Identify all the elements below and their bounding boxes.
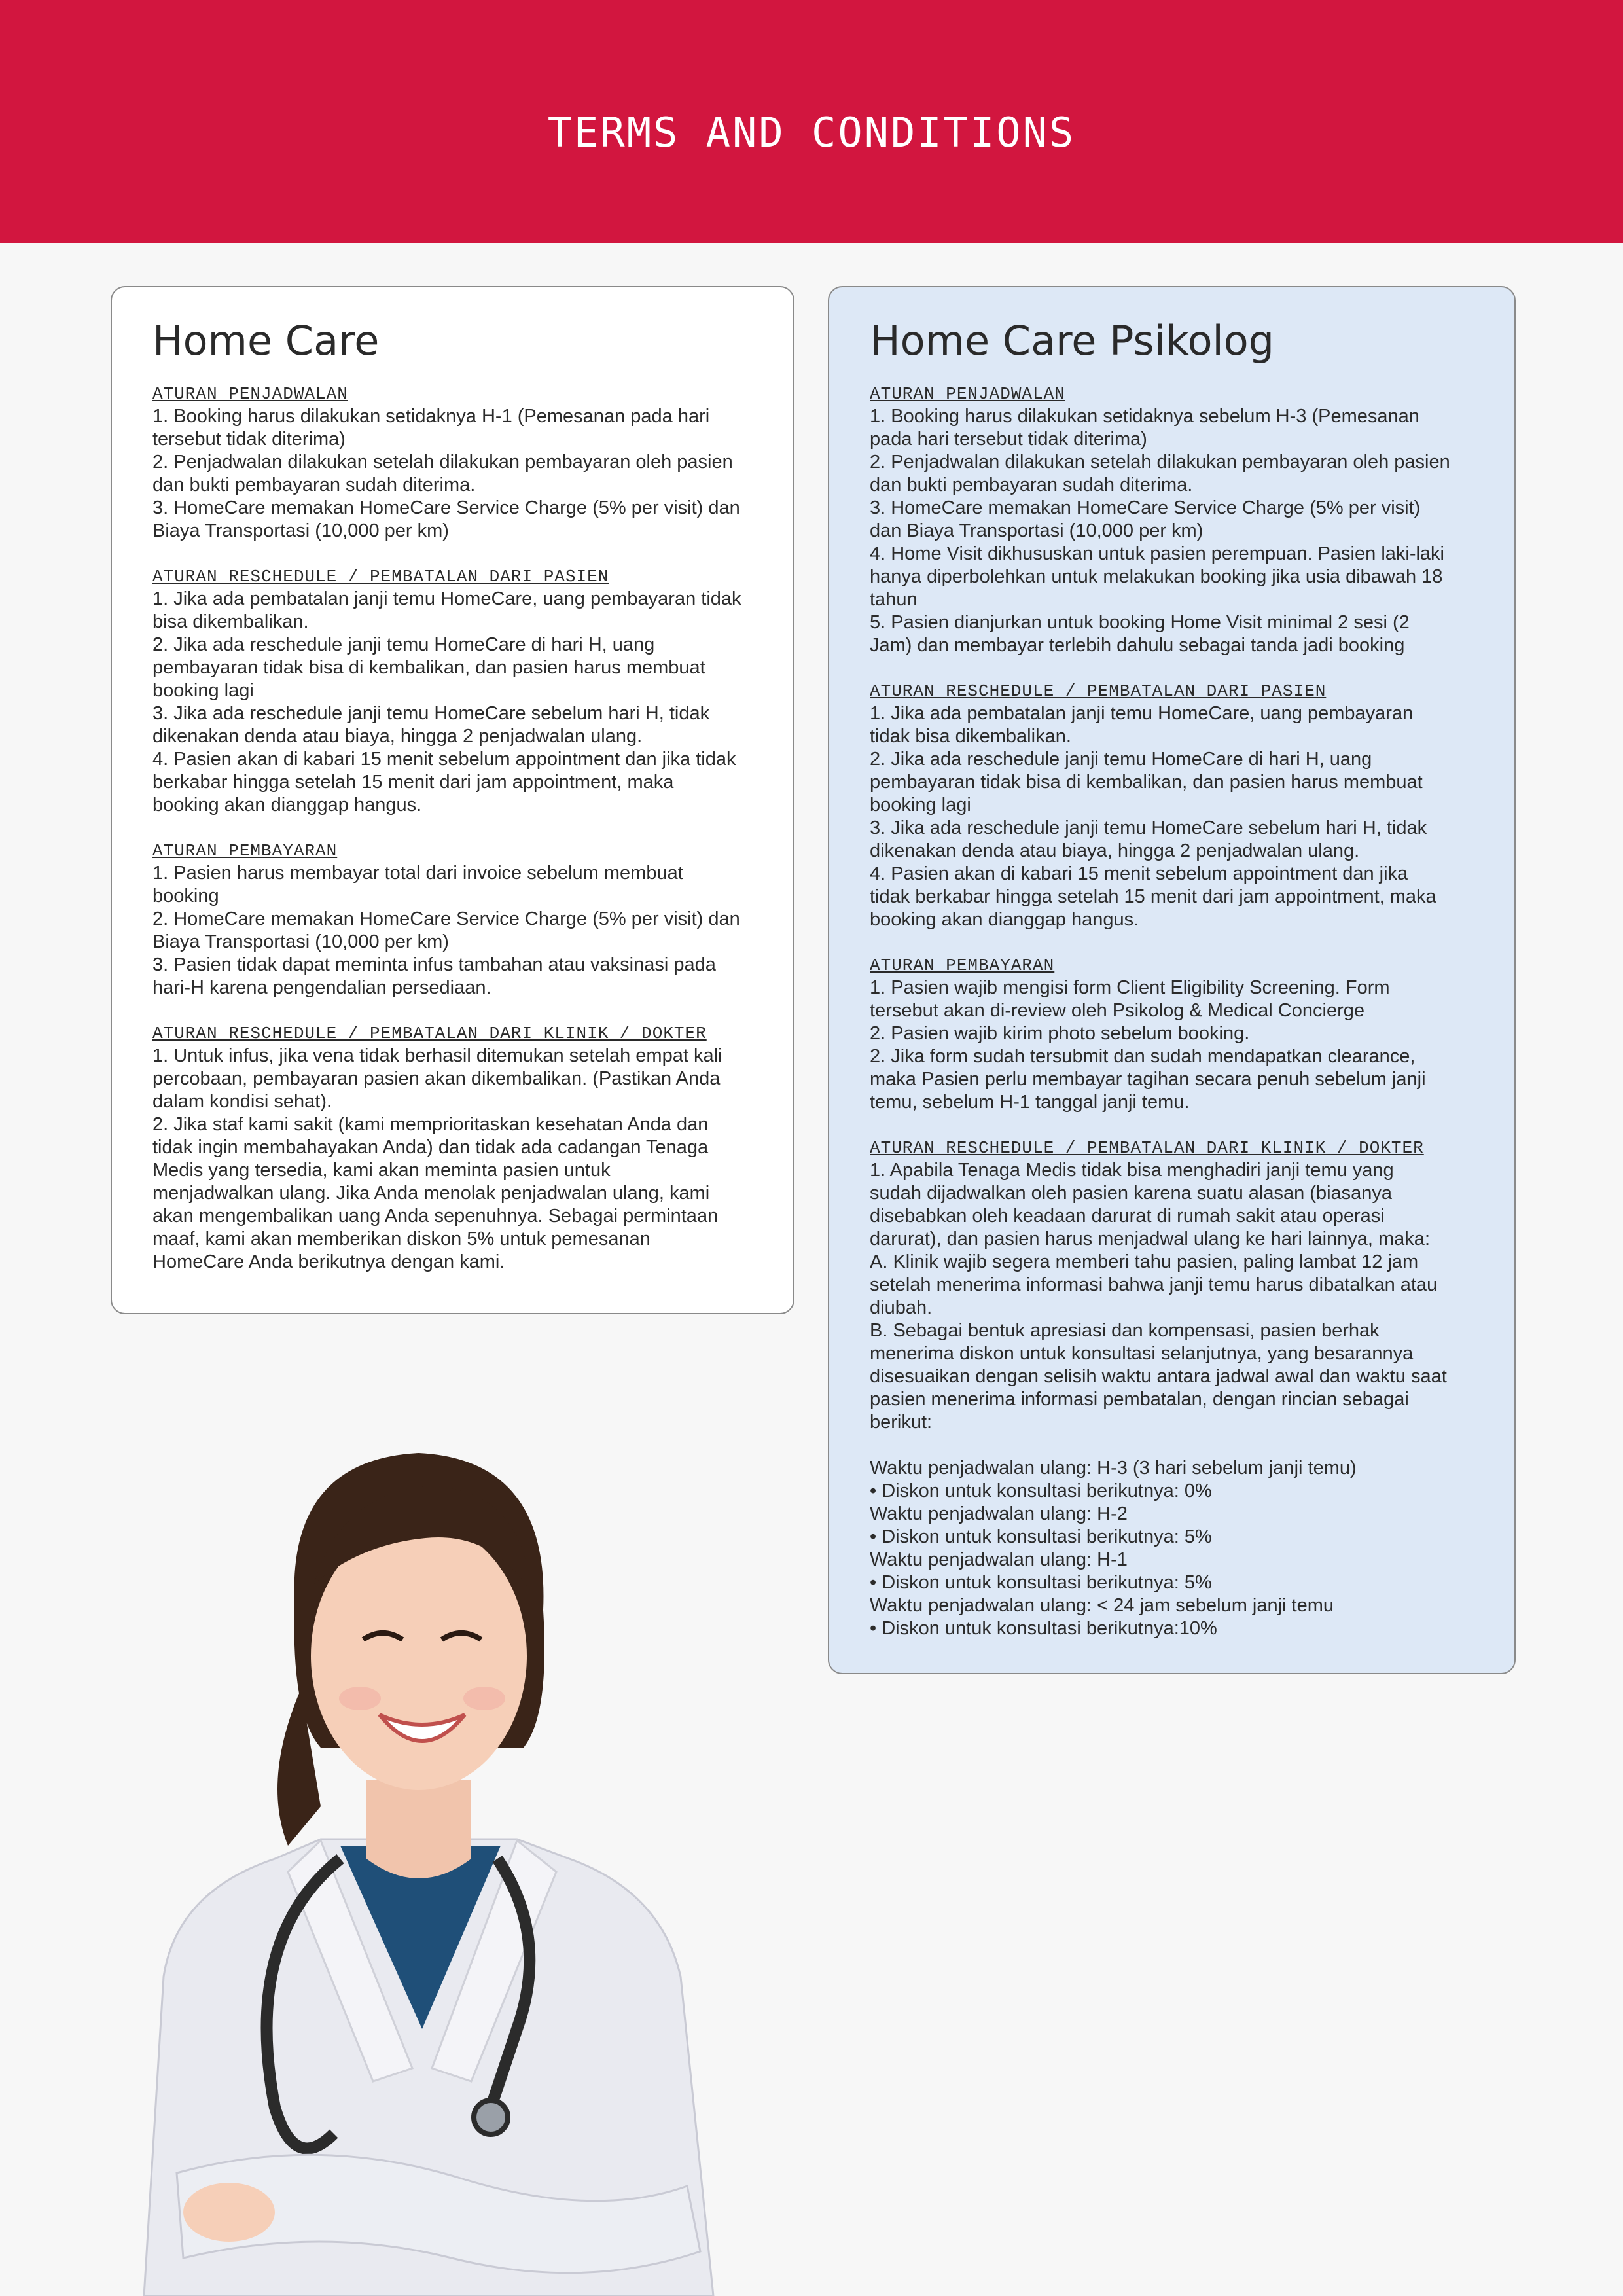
terms-line: 2. Pasien wajib kirim photo sebelum booking. [870, 1023, 1250, 1044]
terms-line: Waktu penjadwalan ulang: H-2 [870, 1503, 1128, 1524]
terms-line: dan bukti pembayaran sudah diterima. [152, 475, 476, 495]
terms-line: menjadwalkan ulang. Jika Anda menolak penjadwalan ulang, kami [152, 1183, 710, 1204]
doctor-photo [124, 1440, 740, 2296]
terms-line: hanya diperbolehkan untuk melakukan booking jika usia dibawah 18 [870, 566, 1443, 587]
home-care-sections [152, 383, 753, 1274]
terms-line: dikenakan denda atau biaya, hingga 2 penjadwalan ulang. [870, 840, 1360, 861]
terms-line: booking akan dianggap hangus. [152, 795, 422, 816]
terms-line: tahun [870, 589, 918, 610]
terms-line: • Diskon untuk konsultasi berikutnya: 5% [870, 1526, 1212, 1547]
terms-line: booking lagi [152, 680, 254, 701]
neck [366, 1780, 471, 1878]
terms-line: • Diskon untuk konsultasi berikutnya: 0% [870, 1480, 1212, 1501]
terms-line: pembayaran tidak bisa di kembalikan, dan pasien harus membuat [870, 772, 1423, 793]
terms-line: 3. Pasien tidak dapat meminta infus tambahan atau vaksinasi pada [152, 954, 716, 975]
section-heading: ATURAN PENJADWALAN [152, 384, 348, 404]
terms-line: berikut: [870, 1412, 933, 1433]
terms-line: percobaan, pembayaran pasien akan dikembalikan. (Pastikan Anda [152, 1068, 721, 1089]
section-heading: ATURAN RESCHEDULE / PEMBATALAN DARI KLINIK / DOKTER [870, 1138, 1424, 1158]
terms-line: 4. Pasien akan di kabari 15 menit sebelum appointment dan jika tidak [152, 749, 736, 770]
terms-line: tersebut akan di-review oleh Psikolog & Medical Concierge [870, 1000, 1364, 1021]
terms-line: 2. Jika ada reschedule janji temu HomeCare di hari H, uang [152, 634, 655, 655]
terms-line: setelah menerima informasi bahwa janji temu harus dibatalkan atau [870, 1274, 1438, 1295]
terms-line: bisa dikembalikan. [152, 611, 309, 632]
terms-line: akan mengembalikan uang Anda sepenuhnya. Sebagai permintaan [152, 1206, 719, 1227]
terms-line: A. Klinik wajib segera memberi tahu pasien, paling lambat 12 jam [870, 1251, 1419, 1272]
blank-line [870, 1434, 1474, 1457]
terms-line: 1. Jika ada pembatalan janji temu HomeCare, uang pembayaran [870, 703, 1414, 724]
terms-line: 3. HomeCare memakan HomeCare Service Charge (5% per visit) dan [152, 497, 740, 518]
home-care-card [111, 286, 794, 1314]
terms-line: 3. HomeCare memakan HomeCare Service Charge (5% per visit) [870, 497, 1421, 518]
terms-line: • Diskon untuk konsultasi berikutnya:10% [870, 1618, 1217, 1639]
terms-line: booking [152, 886, 219, 906]
terms-line: booking lagi [870, 795, 971, 816]
terms-line: dalam kondisi sehat). [152, 1091, 332, 1112]
terms-line: sudah dijadwalkan oleh pasien karena suatu alasan (biasanya [870, 1183, 1393, 1204]
terms-line: maka Pasien perlu membayar tagihan secara penuh sebelum janji [870, 1069, 1426, 1090]
terms-line: temu, sebelum H-1 tanggal janji temu. [870, 1092, 1190, 1113]
terms-line: Medis yang tersedia, kami akan meminta pasien untuk [152, 1160, 611, 1181]
terms-line: 1. Jika ada pembatalan janji temu HomeCare, uang pembayaran tidak [152, 588, 741, 609]
home-care-title: Home Care [152, 317, 380, 365]
terms-line: 2. Jika staf kami sakit (kami memprioritaskan kesehatan Anda dan [152, 1114, 709, 1135]
terms-line: darurat), dan pasien harus menjadwal ulang ke hari lainnya, maka: [870, 1229, 1430, 1249]
terms-line: Jam) dan membayar terlebih dahulu sebagai tanda jadi booking [870, 635, 1405, 656]
terms-line: booking akan dianggap hangus. [870, 909, 1139, 930]
terms-line: 3. Jika ada reschedule janji temu HomeCare sebelum hari H, tidak [870, 817, 1427, 838]
home-care-psikolog-sections [870, 383, 1474, 1640]
terms-line: 1. Pasien wajib mengisi form Client Eligibility Screening. Form [870, 977, 1390, 998]
terms-line: 1. Pasien harus membayar total dari invoice sebelum membuat [152, 863, 683, 884]
terms-line: pada hari tersebut tidak diterima) [870, 429, 1147, 450]
terms-line: dan bukti pembayaran sudah diterima. [870, 475, 1193, 495]
home-care-psikolog-title: Home Care Psikolog [870, 317, 1275, 365]
terms-section [152, 383, 753, 543]
terms-line: Biaya Transportasi (10,000 per km) [152, 520, 449, 541]
terms-line: 2. Jika ada reschedule janji temu HomeCare di hari H, uang [870, 749, 1372, 770]
section-heading: ATURAN RESCHEDULE / PEMBATALAN DARI PASIEN [870, 681, 1327, 701]
terms-line: B. Sebagai bentuk apresiasi dan kompensasi, pasien berhak [870, 1320, 1380, 1341]
terms-section [870, 680, 1474, 931]
terms-line: disebabkan oleh keadaan darurat di rumah sakit atau operasi [870, 1206, 1385, 1227]
terms-section [152, 840, 753, 999]
terms-line: 3. Jika ada reschedule janji temu HomeCare sebelum hari H, tidak [152, 703, 710, 724]
terms-line: tidak berkabar hingga setelah 15 menit dari jam appointment, maka [870, 886, 1436, 907]
terms-line: tersebut tidak diterima) [152, 429, 346, 450]
terms-line: pasien menerima informasi pembatalan, dengan rincian sebagai [870, 1389, 1409, 1410]
page-title: TERMS AND CONDITIONS [547, 109, 1076, 156]
terms-line: Waktu penjadwalan ulang: H-3 (3 hari sebelum janji temu) [870, 1458, 1357, 1479]
terms-line: HomeCare Anda berikutnya dengan kami. [152, 1251, 505, 1272]
section-heading: ATURAN RESCHEDULE / PEMBATALAN DARI KLINIK / DOKTER [152, 1024, 707, 1043]
terms-line: • Diskon untuk konsultasi berikutnya: 5% [870, 1572, 1212, 1593]
terms-line: dan Biaya Transportasi (10,000 per km) [870, 520, 1204, 541]
section-heading: ATURAN RESCHEDULE / PEMBATALAN DARI PASIEN [152, 567, 609, 586]
terms-section [152, 565, 753, 817]
terms-line: tidak ingin membahayakan Anda) dan tidak ada cadangan Tenaga [152, 1137, 709, 1158]
header-banner [0, 0, 1623, 243]
section-heading: ATURAN PEMBAYARAN [870, 956, 1055, 975]
terms-line: 1. Untuk infus, jika vena tidak berhasil ditemukan setelah empat kali [152, 1045, 722, 1066]
terms-section [870, 383, 1474, 657]
terms-line: 1. Booking harus dilakukan setidaknya H-1 (Pemesanan pada hari [152, 406, 710, 427]
terms-line: berkabar hingga setelah 15 menit dari jam appointment, maka [152, 772, 674, 793]
terms-line: dikenakan denda atau biaya, hingga 2 penjadwalan ulang. [152, 726, 643, 747]
terms-line: 2. Jika form sudah tersubmit dan sudah mendapatkan clearance, [870, 1046, 1416, 1067]
terms-line: 2. Penjadwalan dilakukan setelah dilakukan pembayaran oleh pasien [152, 452, 733, 473]
terms-line: tidak bisa dikembalikan. [870, 726, 1071, 747]
terms-line: Biaya Transportasi (10,000 per km) [152, 931, 449, 952]
terms-line: 4. Pasien akan di kabari 15 menit sebelum appointment dan jika [870, 863, 1408, 884]
terms-line: diubah. [870, 1297, 933, 1318]
terms-section [152, 1022, 753, 1274]
terms-section [870, 1137, 1474, 1640]
terms-line: maaf, kami akan memberikan diskon 5% untuk pemesanan [152, 1229, 651, 1249]
terms-line: Waktu penjadwalan ulang: < 24 jam sebelum janji temu [870, 1595, 1334, 1616]
terms-line: 4. Home Visit dikhususkan untuk pasien perempuan. Pasien laki-laki [870, 543, 1445, 564]
section-heading: ATURAN PEMBAYARAN [152, 841, 338, 861]
terms-line: 5. Pasien dianjurkan untuk booking Home Visit minimal 2 sesi (2 [870, 612, 1410, 633]
terms-line: 2. HomeCare memakan HomeCare Service Charge (5% per visit) dan [152, 908, 740, 929]
home-care-psikolog-card [828, 286, 1516, 1674]
section-heading: ATURAN PENJADWALAN [870, 384, 1065, 404]
terms-line: 1. Apabila Tenaga Medis tidak bisa menghadiri janji temu yang [870, 1160, 1394, 1181]
terms-line: hari-H karena pengendalian persediaan. [152, 977, 491, 998]
terms-section [870, 954, 1474, 1114]
terms-line: Waktu penjadwalan ulang: H-1 [870, 1549, 1128, 1570]
terms-line: 1. Booking harus dilakukan setidaknya sebelum H-3 (Pemesanan [870, 406, 1419, 427]
terms-line: disesuaikan dengan selisih waktu antara jadwal awal dan waktu saat [870, 1366, 1447, 1387]
terms-line: pembayaran tidak bisa di kembalikan, dan pasien harus membuat [152, 657, 705, 678]
terms-line: 2. Penjadwalan dilakukan setelah dilakukan pembayaran oleh pasien [870, 452, 1450, 473]
terms-line: menerima diskon untuk konsultasi selanjutnya, yang besarannya [870, 1343, 1414, 1364]
